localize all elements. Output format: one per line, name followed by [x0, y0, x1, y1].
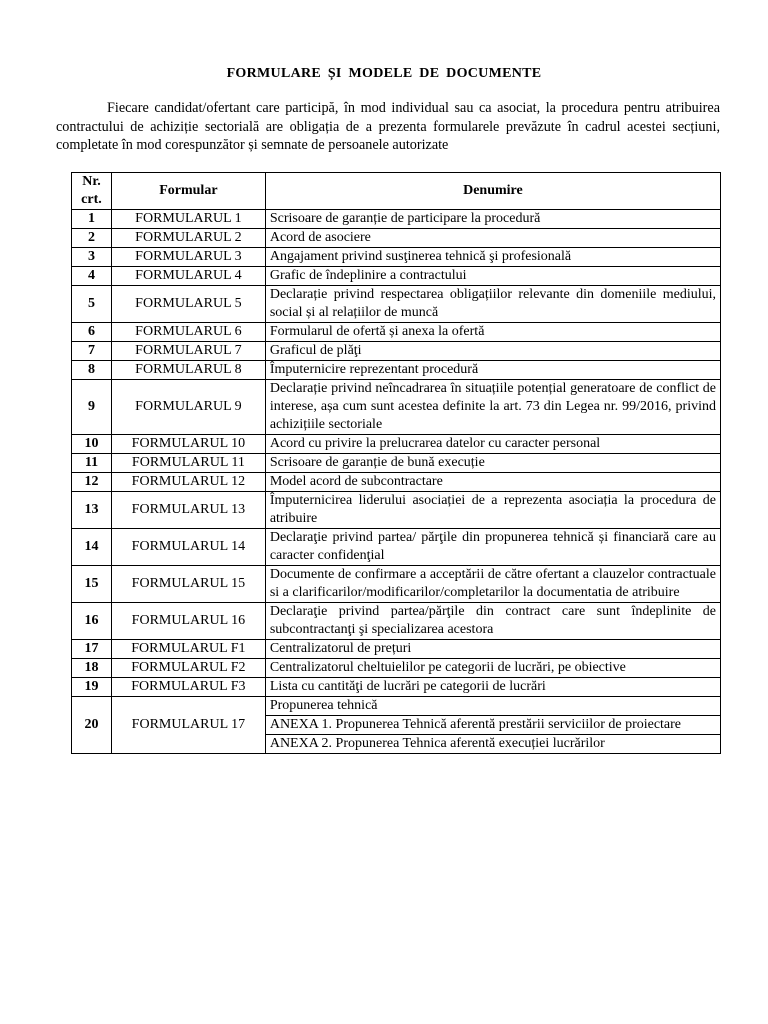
- table-row: [72, 361, 721, 380]
- row-number: 5: [72, 286, 112, 323]
- table-row: [72, 380, 721, 435]
- row-number: 16: [72, 603, 112, 640]
- table-row: [72, 323, 721, 342]
- row-formular: FORMULARUL 14: [111, 529, 265, 566]
- intro-paragraph: Fiecare candidat/ofertant care participă, în mod individual sau ca asociat, la procedura pentru atribuirea contractului de achiziție sectorială are obligația de a prezenta formularele prevăzute în cadrul acestei secțiuni, completate în mod corespunzător și semnate de persoanele autorizate: [56, 100, 720, 153]
- row-number: 3: [72, 248, 112, 267]
- row-denumire: Împuternicire reprezentant procedură: [265, 361, 720, 380]
- row-denumire: Acord cu privire la prelucrarea datelor cu caracter personal: [265, 435, 720, 454]
- table-row: [72, 640, 721, 659]
- row-number: 7: [72, 342, 112, 361]
- row-formular: FORMULARUL 2: [111, 229, 265, 248]
- row-formular: FORMULARUL 11: [111, 454, 265, 473]
- row-formular: FORMULARUL F2: [111, 659, 265, 678]
- table-row: [72, 678, 721, 697]
- row-denumire: Scrisoare de garanție de participare la procedură: [265, 210, 720, 229]
- forms-table: [71, 172, 721, 754]
- row-formular: FORMULARUL 7: [111, 342, 265, 361]
- header-formular: Formular: [111, 173, 265, 210]
- table-row: [72, 492, 721, 529]
- row-denumire: Graficul de plăţi: [265, 342, 720, 361]
- row-formular: FORMULARUL 15: [111, 566, 265, 603]
- row-number: 20: [72, 697, 112, 754]
- row-formular: FORMULARUL 10: [111, 435, 265, 454]
- row-formular: FORMULARUL F1: [111, 640, 265, 659]
- row-denumire: Model acord de subcontractare: [265, 473, 720, 492]
- document-title: FORMULARE ȘI MODELE DE DOCUMENTE: [226, 66, 542, 81]
- row-denumire: Împuternicirea liderului asociației de a reprezenta asociația la procedura de atribuire: [265, 492, 720, 529]
- row-denumire: Documente de confirmare a acceptării de către ofertant a clauzelor contractuale si a clarificarilor/modificarilor/completarilor la documentatia de atribuire: [265, 566, 720, 603]
- row-formular: FORMULARUL 3: [111, 248, 265, 267]
- row-number: 15: [72, 566, 112, 603]
- table-row: [72, 659, 721, 678]
- row-denumire: ANEXA 1. Propunerea Tehnică aferentă prestării serviciilor de proiectare: [265, 716, 720, 735]
- row-formular: FORMULARUL 5: [111, 286, 265, 323]
- row-denumire: Propunerea tehnică: [265, 697, 720, 716]
- table-row: [72, 529, 721, 566]
- row-number: 10: [72, 435, 112, 454]
- row-formular: FORMULARUL 13: [111, 492, 265, 529]
- row-number: 13: [72, 492, 112, 529]
- row-number: 2: [72, 229, 112, 248]
- table-header-row: [72, 173, 721, 210]
- table-row: [72, 697, 721, 716]
- row-denumire: Declarație privind respectarea obligațiilor relevante din domeniile mediului, social și al relațiilor de muncă: [265, 286, 720, 323]
- row-denumire: Grafic de îndeplinire a contractului: [265, 267, 720, 286]
- table-row: [72, 267, 721, 286]
- row-number: 6: [72, 323, 112, 342]
- row-formular: FORMULARUL 1: [111, 210, 265, 229]
- row-formular: FORMULARUL 8: [111, 361, 265, 380]
- row-denumire: Acord de asociere: [265, 229, 720, 248]
- row-denumire: Centralizatorul de prețuri: [265, 640, 720, 659]
- row-denumire: Formularul de ofertă și anexa la ofertă: [265, 323, 720, 342]
- table-row: [72, 435, 721, 454]
- row-number: 9: [72, 380, 112, 435]
- row-formular: FORMULARUL 4: [111, 267, 265, 286]
- row-number: 12: [72, 473, 112, 492]
- table-row: [72, 454, 721, 473]
- table-body: [72, 210, 721, 754]
- row-number: 17: [72, 640, 112, 659]
- table-row: [72, 473, 721, 492]
- row-number: 1: [72, 210, 112, 229]
- table-row: [72, 603, 721, 640]
- row-denumire: Angajament privind susţinerea tehnică şi profesională: [265, 248, 720, 267]
- table-row: [72, 342, 721, 361]
- row-formular: FORMULARUL 17: [111, 697, 265, 754]
- header-denumire: Denumire: [265, 173, 720, 210]
- row-formular: FORMULARUL F3: [111, 678, 265, 697]
- table-row: [72, 286, 721, 323]
- table-row: [72, 229, 721, 248]
- row-number: 8: [72, 361, 112, 380]
- table-row: [72, 210, 721, 229]
- row-denumire: Declaraţie privind partea/ părţile din propunerea tehnică și financiară care au caracter confidenţial: [265, 529, 720, 566]
- row-number: 18: [72, 659, 112, 678]
- row-denumire: Centralizatorul cheltuielilor pe categorii de lucrări, pe obiective: [265, 659, 720, 678]
- row-denumire: Declaraţie privind partea/părţile din contract care sunt îndeplinite de subcontractanţi şi specializarea acestora: [265, 603, 720, 640]
- row-denumire: Scrisoare de garanție de bună execuție: [265, 454, 720, 473]
- row-number: 14: [72, 529, 112, 566]
- row-number: 11: [72, 454, 112, 473]
- row-denumire: ANEXA 2. Propunerea Tehnica aferentă execuției lucrărilor: [265, 735, 720, 754]
- row-formular: FORMULARUL 9: [111, 380, 265, 435]
- table-row: [72, 566, 721, 603]
- table-row: [72, 248, 721, 267]
- row-denumire: Declarație privind neîncadrarea în situațiile potențial generatoare de conflict de interese, așa cum sunt acestea definite la art. 73 din Legea nr. 99/2016, privind achizițiile sectoriale: [265, 380, 720, 435]
- row-number: 4: [72, 267, 112, 286]
- row-formular: FORMULARUL 16: [111, 603, 265, 640]
- header-nr-crt: Nr. crt.: [72, 173, 112, 210]
- row-formular: FORMULARUL 6: [111, 323, 265, 342]
- row-formular: FORMULARUL 12: [111, 473, 265, 492]
- row-number: 19: [72, 678, 112, 697]
- row-denumire: Lista cu cantităţi de lucrări pe categorii de lucrări: [265, 678, 720, 697]
